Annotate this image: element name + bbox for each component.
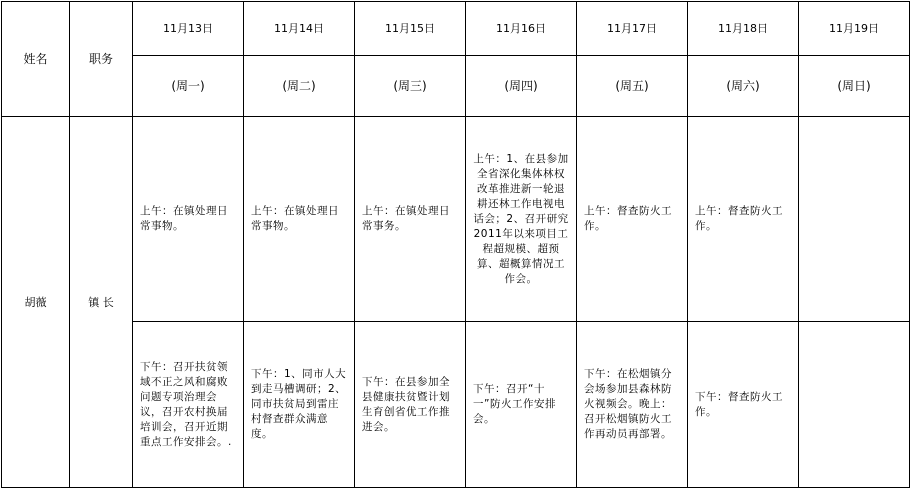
afternoon-row bbox=[2, 322, 910, 488]
weekly-schedule-table bbox=[1, 1, 910, 488]
person-name: 胡薇 bbox=[2, 117, 70, 488]
morning-cell: 上午：在镇处理日常事物。 bbox=[244, 117, 355, 322]
role-header: 职务 bbox=[70, 2, 133, 117]
date-header: 11月15日 bbox=[355, 2, 466, 56]
morning-cell: 上午：督查防火工作。 bbox=[688, 117, 799, 322]
morning-cell: 上午：督查防火工作。 bbox=[577, 117, 688, 322]
morning-cell: 上午：在镇处理日常事务。 bbox=[355, 117, 466, 322]
date-header: 11月17日 bbox=[577, 2, 688, 56]
date-row bbox=[2, 2, 910, 56]
morning-cell bbox=[799, 117, 910, 322]
afternoon-cell: 下午：在松烟镇分会场参加县森林防火视频会。晚上：召开松烟镇防火工作再动员再部署。 bbox=[577, 322, 688, 488]
weekday-header: (周一) bbox=[133, 56, 244, 117]
morning-row bbox=[2, 117, 910, 322]
weekday-row bbox=[2, 56, 910, 117]
weekday-header: (周四) bbox=[466, 56, 577, 117]
afternoon-cell: 下午：召开“十一”防火工作安排会。 bbox=[466, 322, 577, 488]
person-role: 镇 长 bbox=[70, 117, 133, 488]
morning-cell: 上午：1、在县参加全省深化集体林权改革推进新一轮退耕还林工作电视电话会；2、召开研究2011年以来项目工程超规模、超预算、超概算情况工作会。 bbox=[466, 117, 577, 322]
weekday-header: (周三) bbox=[355, 56, 466, 117]
afternoon-cell: 下午：督查防火工作。 bbox=[688, 322, 799, 488]
date-header: 11月16日 bbox=[466, 2, 577, 56]
afternoon-cell bbox=[799, 322, 910, 488]
name-header: 姓名 bbox=[2, 2, 70, 117]
afternoon-cell: 下午：1、同市人大到走马槽调研；2、同市扶贫局到雷庄村督查群众满意度。 bbox=[244, 322, 355, 488]
weekday-header: (周六) bbox=[688, 56, 799, 117]
date-header: 11月18日 bbox=[688, 2, 799, 56]
weekday-header: (周日) bbox=[799, 56, 910, 117]
afternoon-cell: 下午：在县参加全县健康扶贫暨计划生育创省优工作推进会。 bbox=[355, 322, 466, 488]
weekday-header: (周二) bbox=[244, 56, 355, 117]
morning-cell: 上午：在镇处理日常事物。 bbox=[133, 117, 244, 322]
afternoon-cell: 下午：召开扶贫领域不正之风和腐败问题专项治理会议，召开农村换届培训会，召开近期重点工作安排会。. bbox=[133, 322, 244, 488]
date-header: 11月13日 bbox=[133, 2, 244, 56]
weekday-header: (周五) bbox=[577, 56, 688, 117]
date-header: 11月19日 bbox=[799, 2, 910, 56]
date-header: 11月14日 bbox=[244, 2, 355, 56]
